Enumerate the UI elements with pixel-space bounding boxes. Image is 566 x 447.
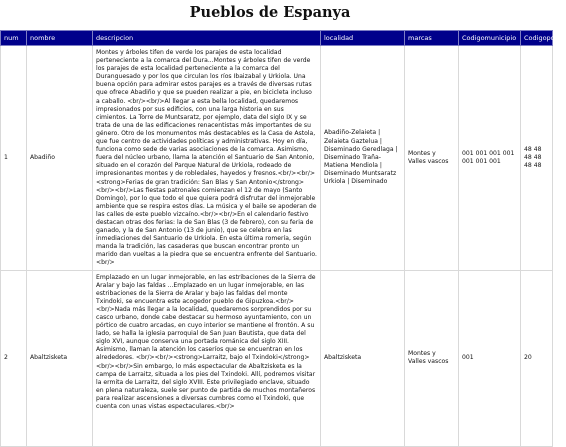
cell-codigopostal: 20 (521, 270, 553, 446)
column-header-num: num (1, 31, 27, 46)
column-header-marcas: marcas (405, 31, 459, 46)
cell-descripcion: Montes y árboles tifen de verde los parajes de esta localidad perteneciente a la comarca del Dura...Montes y árboles tifen de verde los parajes de esta localidad perteneciente a la comarca del Duranguesado y por los que circulan los ríos Ibaizabal y Urkiola. Una buena opción para admirar estos parajes es a través de diversas rutas que ofrece Abadiño y que se pueden realizar a pie, en bicicleta incluso a caballo. <br/><br/>Al llegar a esta bella localidad, quedaremos impresionados por sus edificios, con una larga historia en sus cimientos. La Torre de Muntsaratz, por ejemplo, data del siglo IX y se trata de una de las edificaciones renacentistas más importantes de su género. Otro de los monumentos más destacables es la Casa de Astola, que fue centro de actividades políticas y administrativas. Hoy en día, funciona como sede de varias asociaciones de la comarca. Asimismo, fuera del núcleo urbano, llama la atención el Santuario de San Antonio, situado en el corazón del Parque Natural de Urkiola, rodeado de impresionantes montes y de robledales, hayedos y fresnos.<br/><br/><strong>Ferias de gran tradición: San Blas y San Antonio</strong><br/><br/>Las fiestas patronales comienzan el 12 de mayo (Santo Domingo), por lo que todo el que quiera podrá disfrutar del inmejorable ambiente que se respira estos días. La música y el baile se apoderan de las calles de este pueblo vizcaíno.<br/><br/>En el calendario festivo destacan otras dos ferias: la de San Blas (3 de febrero), con su feria de ganado, y la de San Antonio (13 de junio), que se celebra en las inmediaciones del Santuario de Urkiola. En esta última romería, según manda la tradición, las casaderas que buscan encontrar pronto un marido dan vueltas a la piedra que se encuentra enfrente del Santuario.<br/> (93, 46, 321, 271)
cell-num: 2 (1, 270, 27, 446)
column-header-codigomunicipio: Codigomunicipio (459, 31, 521, 46)
table-row (1, 46, 553, 271)
cell-localidad: Abadiño-Zelaieta | Zelaieta Gaztelua | Diseminado Geredlaga | Diseminado Traña-Matiena Mendiola | Diseminado Muntsaratz Urkiola | Diseminado (321, 46, 405, 271)
column-header-nombre: nombre (27, 31, 93, 46)
cell-localidad: Abaltzisketa (321, 270, 405, 446)
cell-nombre: Abaltzisketa (27, 270, 93, 446)
column-header-localidad: localidad (321, 31, 405, 46)
page-title: Pueblos de Espanya (189, 4, 351, 21)
cell-codigomunicipio: 001 (459, 270, 521, 446)
pueblos-table (0, 30, 566, 447)
cell-marcas: Montes y Valles vascos (405, 46, 459, 271)
column-header-codigopostal: Codigopostal (521, 31, 553, 46)
cell-codigopostal: 48 48 48 48 48 48 (521, 46, 553, 271)
data-table-container (0, 30, 566, 411)
cell-nombre: Abadiño (27, 46, 93, 271)
column-header-descripcion: descripcion (93, 31, 321, 46)
table-row (1, 270, 553, 446)
table-header-row (1, 31, 553, 46)
cell-descripcion: Emplazado en un lugar inmejorable, en las estribaciones de la Sierra de Aralar y bajo las faldas ...Emplazado en un lugar inmejorable, en las estribaciones de la Sierra de Aralar y bajo las faldas del monte Txindoki, se encuentra este acogedor pueblo de Gipuzkoa.<br/><br/>Nada más llegar a la localidad, quedaremos sorprendidos por su casco urbano, donde cabe destacar su hermoso ayuntamiento, con un pórtico de cuatro arcadas, en cuyo interior se mantiene el frontón. A su lado, se halla la iglesia parroquial de San Juan Bautista, que data del siglo XVI, aunque conserva una portada románica del siglo XIII. Asimismo, llaman la atención los caseríos que se encuentran en los alrededores. <br/><br/><strong>Larraitz, bajo el Txindoki</strong><br/><br/>Sin embargo, lo más espectacular de Abaltzisketa es la campa de Larraitz, situada a los pies del Txindoki. Allí, podremos visitar la ermita de Larraitz, del siglo XVIII. Este privilegiado enclave, situado en plena naturaleza, suele ser punto de partida de muchos montañeros para realizar ascensiones a diversas cumbres como el Txindoki, que cuenta con unas vistas espectaculares.<br/> (93, 270, 321, 446)
cell-num: 1 (1, 46, 27, 271)
cell-marcas: Montes y Valles vascos (405, 270, 459, 446)
cell-codigomunicipio: 001 001 001 001 001 001 001 (459, 46, 521, 271)
